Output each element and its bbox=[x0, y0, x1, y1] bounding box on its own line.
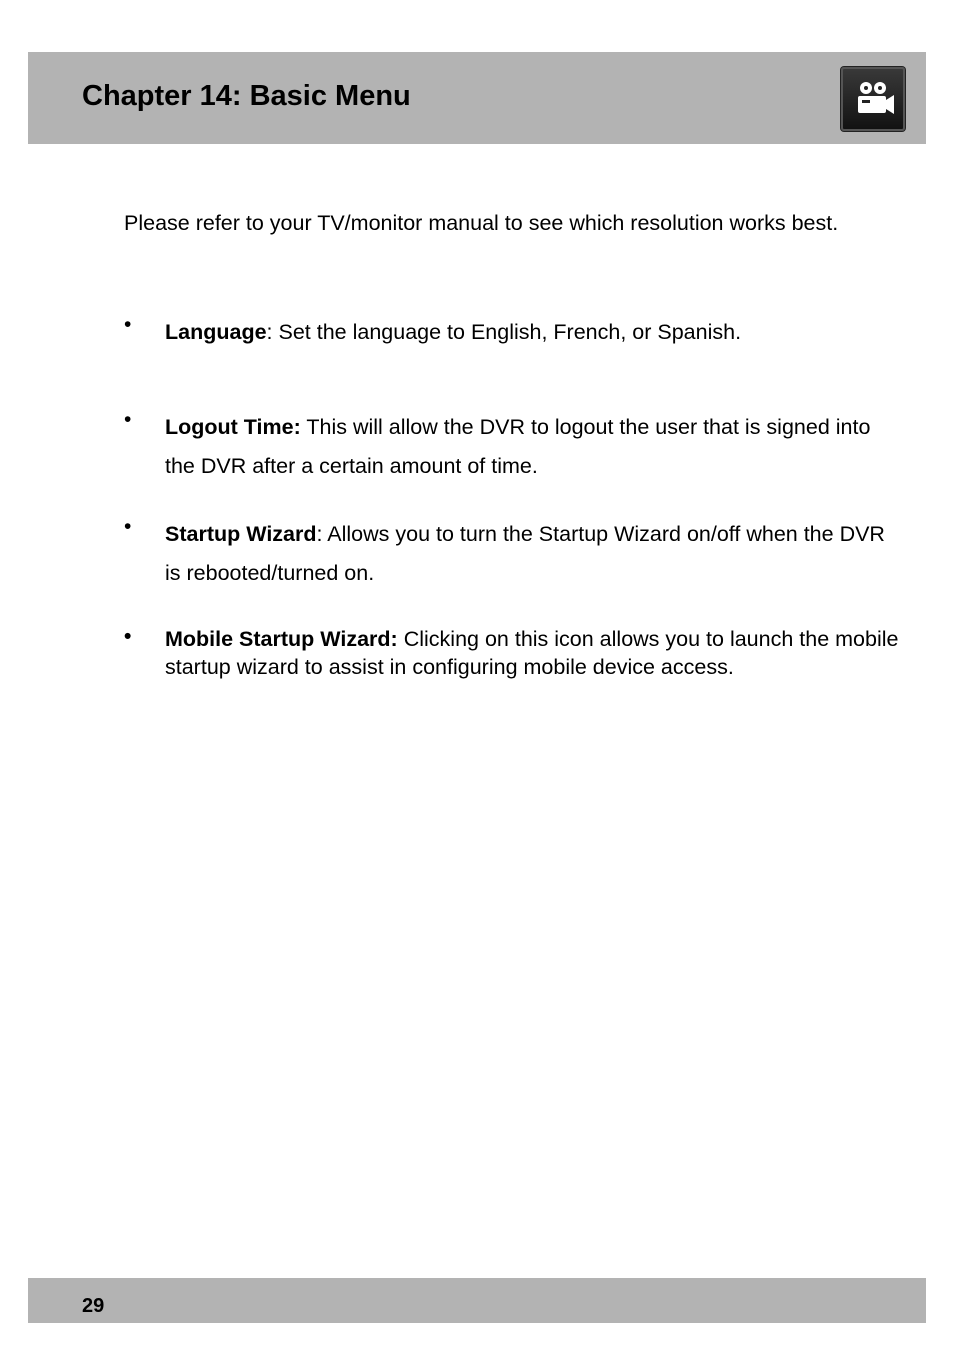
bullet-description: : Allows you to turn the Startup Wizard on/off when the DVR is rebooted/turned on. bbox=[165, 522, 885, 585]
bullet-term: Mobile Startup Wizard: bbox=[165, 627, 398, 651]
bullet-marker: • bbox=[124, 625, 132, 648]
bullet-text bbox=[165, 313, 905, 352]
bullet-term: Logout Time: bbox=[165, 415, 301, 439]
chapter-header-bar bbox=[28, 52, 926, 144]
bullet-text bbox=[165, 408, 905, 486]
intro-paragraph: Please refer to your TV/monitor manual to see which resolution works best. bbox=[124, 211, 839, 235]
video-camera-icon bbox=[841, 67, 905, 131]
bullet-term: Language bbox=[165, 320, 267, 344]
page-number: 29 bbox=[82, 1295, 105, 1317]
chapter-title: Chapter 14: Basic Menu bbox=[82, 80, 411, 112]
bullet-marker: • bbox=[124, 313, 132, 336]
bullet-term: Startup Wizard bbox=[165, 522, 317, 546]
bullet-marker: • bbox=[124, 408, 132, 431]
page-footer-bar bbox=[28, 1278, 926, 1323]
bullet-text bbox=[165, 515, 905, 593]
bullet-description: : Set the language to English, French, or Spanish. bbox=[266, 320, 742, 344]
bullet-description: This will allow the DVR to logout the user that is signed into the DVR after a certain amount of time. bbox=[165, 415, 871, 478]
bullet-text bbox=[165, 625, 905, 681]
bullet-marker: • bbox=[124, 515, 132, 538]
bullet-description: Clicking on this icon allows you to launch the mobile startup wizard to assist in configuring mobile device access. bbox=[165, 627, 899, 679]
